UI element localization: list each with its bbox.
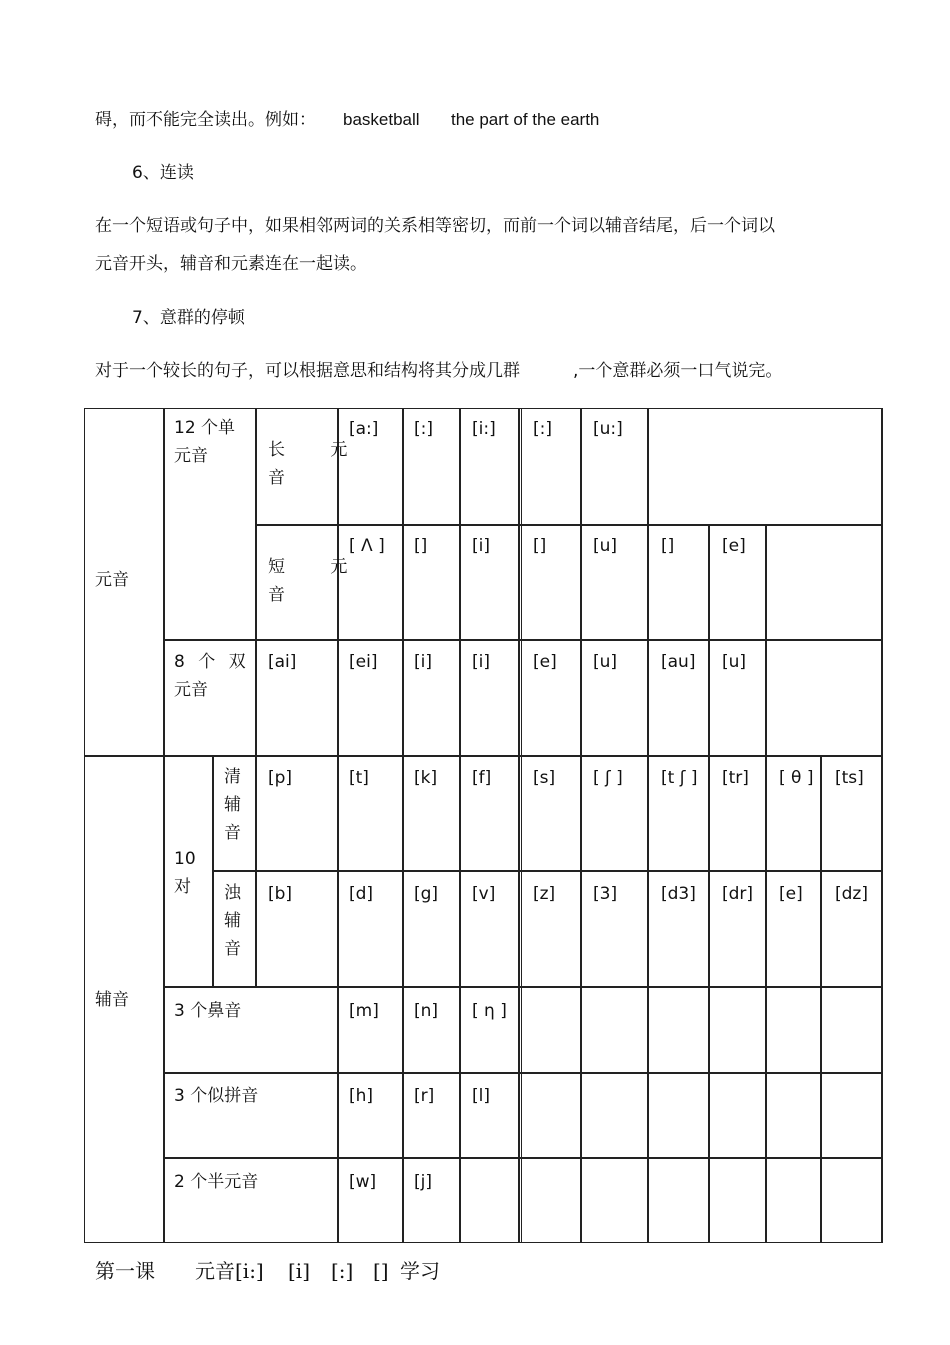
voiceless-label: 音: [224, 823, 241, 843]
section-6-paragraph-2: 元音开头，辅音和元素连在一起读。: [95, 254, 367, 274]
table-line: [402, 408, 404, 1243]
example-part-of-earth: the part of the earth: [451, 110, 600, 129]
section-6-paragraph-1: 在一个短语或句子中，如果相邻两词的关系相等密切，而前一个词以辅音结尾，后一个词以: [95, 216, 775, 236]
table-line: [337, 408, 339, 1243]
voiced-consonant: [z]: [533, 884, 556, 904]
voiced-consonant: [d]: [349, 884, 374, 904]
diphthong: [u]: [593, 652, 618, 672]
voiceless-consonant: [t]: [349, 768, 369, 788]
long-vowel: [:]: [533, 419, 552, 439]
long-vowel-label-2: 音: [268, 468, 285, 488]
example-basketball: basketball: [343, 110, 420, 129]
voiced-consonant: [e]: [779, 884, 803, 904]
lesson-symbol: []: [373, 1259, 389, 1283]
semivowel: [j]: [414, 1172, 432, 1192]
table-line: [84, 408, 883, 409]
table-line: [459, 408, 461, 1243]
intro-line-1-text: 碍，而不能完全读出。例如：: [95, 110, 316, 130]
table-line: [255, 408, 257, 987]
nasal-consonant: [ η ]: [472, 1001, 507, 1021]
liquid-consonant: [r]: [414, 1086, 435, 1106]
long-vowel: [u:]: [593, 419, 623, 439]
table-line: [84, 1242, 883, 1243]
voiced-label: 浊: [224, 883, 241, 903]
vowels-label: 元音: [95, 570, 129, 590]
voiced-consonant: [g]: [414, 884, 439, 904]
nasal-consonant: [n]: [414, 1001, 439, 1021]
voiced-consonant: [3]: [593, 884, 618, 904]
diphthong: [ai]: [268, 652, 297, 672]
diphthong-label-1: 8 个 双: [174, 652, 246, 672]
lesson-title: 第一课: [95, 1259, 155, 1283]
short-vowel: [i]: [472, 536, 490, 556]
voiced-label: 辅: [224, 911, 241, 931]
liquid-label: 3 个似拼音: [174, 1086, 259, 1106]
diphthong: [u]: [722, 652, 747, 672]
voiceless-consonant: [ ʃ ]: [593, 768, 623, 788]
table-line: [163, 408, 165, 1243]
nasal-label: 3 个鼻音: [174, 1001, 242, 1021]
monophthong-label-2: 元音: [174, 446, 208, 466]
table-line: [518, 408, 520, 1243]
long-vowel: [i:]: [472, 419, 496, 439]
table-line: [765, 524, 767, 1243]
long-vowel-label-1: 长 元: [268, 440, 368, 460]
voiceless-consonant: [k]: [414, 768, 438, 788]
lesson-symbol: [:]: [331, 1259, 354, 1283]
long-vowel: [a:]: [349, 419, 379, 439]
table-line: [212, 755, 214, 987]
diphthong: [i]: [472, 652, 490, 672]
voiced-consonant: [b]: [268, 884, 293, 904]
voiceless-consonant: [t ʃ ]: [661, 768, 698, 788]
diphthong: [e]: [533, 652, 557, 672]
liquid-consonant: [l]: [472, 1086, 490, 1106]
pairs-label-2: 对: [174, 877, 191, 897]
table-line: [213, 870, 883, 872]
voiced-label: 音: [224, 939, 241, 959]
diphthong-label-2: 元音: [174, 680, 208, 700]
table-line: [256, 524, 883, 526]
nasal-consonant: [m]: [349, 1001, 379, 1021]
voiced-consonant: [dz]: [835, 884, 868, 904]
short-vowel: []: [533, 536, 547, 556]
table-line: [164, 986, 883, 988]
section-7-title: 7、意群的停顿: [132, 308, 245, 328]
table-line: [647, 408, 649, 1243]
pairs-label-1: 10: [174, 849, 196, 869]
consonants-label: 辅音: [95, 990, 129, 1010]
short-vowel: []: [661, 536, 675, 556]
voiceless-consonant: [tr]: [722, 768, 749, 788]
table-line: [708, 524, 710, 1243]
table-line: [881, 408, 883, 1243]
table-line: [164, 639, 883, 641]
section-6-title: 6、连读: [132, 163, 194, 183]
voiced-consonant: [v]: [472, 884, 496, 904]
voiceless-consonant: [s]: [533, 768, 556, 788]
voiceless-consonant: [p]: [268, 768, 293, 788]
short-vowel: [ Λ ]: [349, 536, 385, 556]
voiceless-consonant: [ θ ]: [779, 768, 814, 788]
table-line: [84, 755, 883, 757]
section-7-paragraph-b: ,一个意群必须一口气说完。: [573, 361, 783, 381]
voiced-consonant: [d3]: [661, 884, 696, 904]
semivowel-label: 2 个半元音: [174, 1172, 259, 1192]
table-line: [164, 1072, 883, 1074]
section-7-paragraph-a: 对于一个较长的句子，可以根据意思和结构将其分成几群: [95, 361, 520, 381]
voiced-consonant: [dr]: [722, 884, 754, 904]
table-line: [84, 408, 85, 1243]
voiceless-consonant: [f]: [472, 768, 492, 788]
short-vowel: []: [414, 536, 428, 556]
lesson-study: 学习: [400, 1259, 440, 1283]
diphthong: [au]: [661, 652, 696, 672]
voiceless-label: 清: [224, 767, 241, 787]
table-line: [164, 1157, 883, 1159]
table-line: [820, 755, 822, 1243]
lesson-symbol: [i]: [288, 1259, 311, 1283]
voiceless-label: 辅: [224, 795, 241, 815]
semivowel: [w]: [349, 1172, 377, 1192]
diphthong: [i]: [414, 652, 432, 672]
short-vowel: [u]: [593, 536, 618, 556]
short-vowel: [e]: [722, 536, 746, 556]
liquid-consonant: [h]: [349, 1086, 374, 1106]
monophthong-label-1: 12 个单: [174, 418, 236, 438]
table-line: [521, 408, 522, 1243]
voiceless-consonant: [ts]: [835, 768, 864, 788]
short-vowel-label-2: 音: [268, 585, 285, 605]
lesson-vowel-prefix: 元音[i:]: [195, 1259, 264, 1283]
diphthong: [ei]: [349, 652, 378, 672]
short-vowel-label-1: 短 元: [268, 557, 368, 577]
long-vowel: [:]: [414, 419, 433, 439]
table-line: [580, 408, 582, 1243]
